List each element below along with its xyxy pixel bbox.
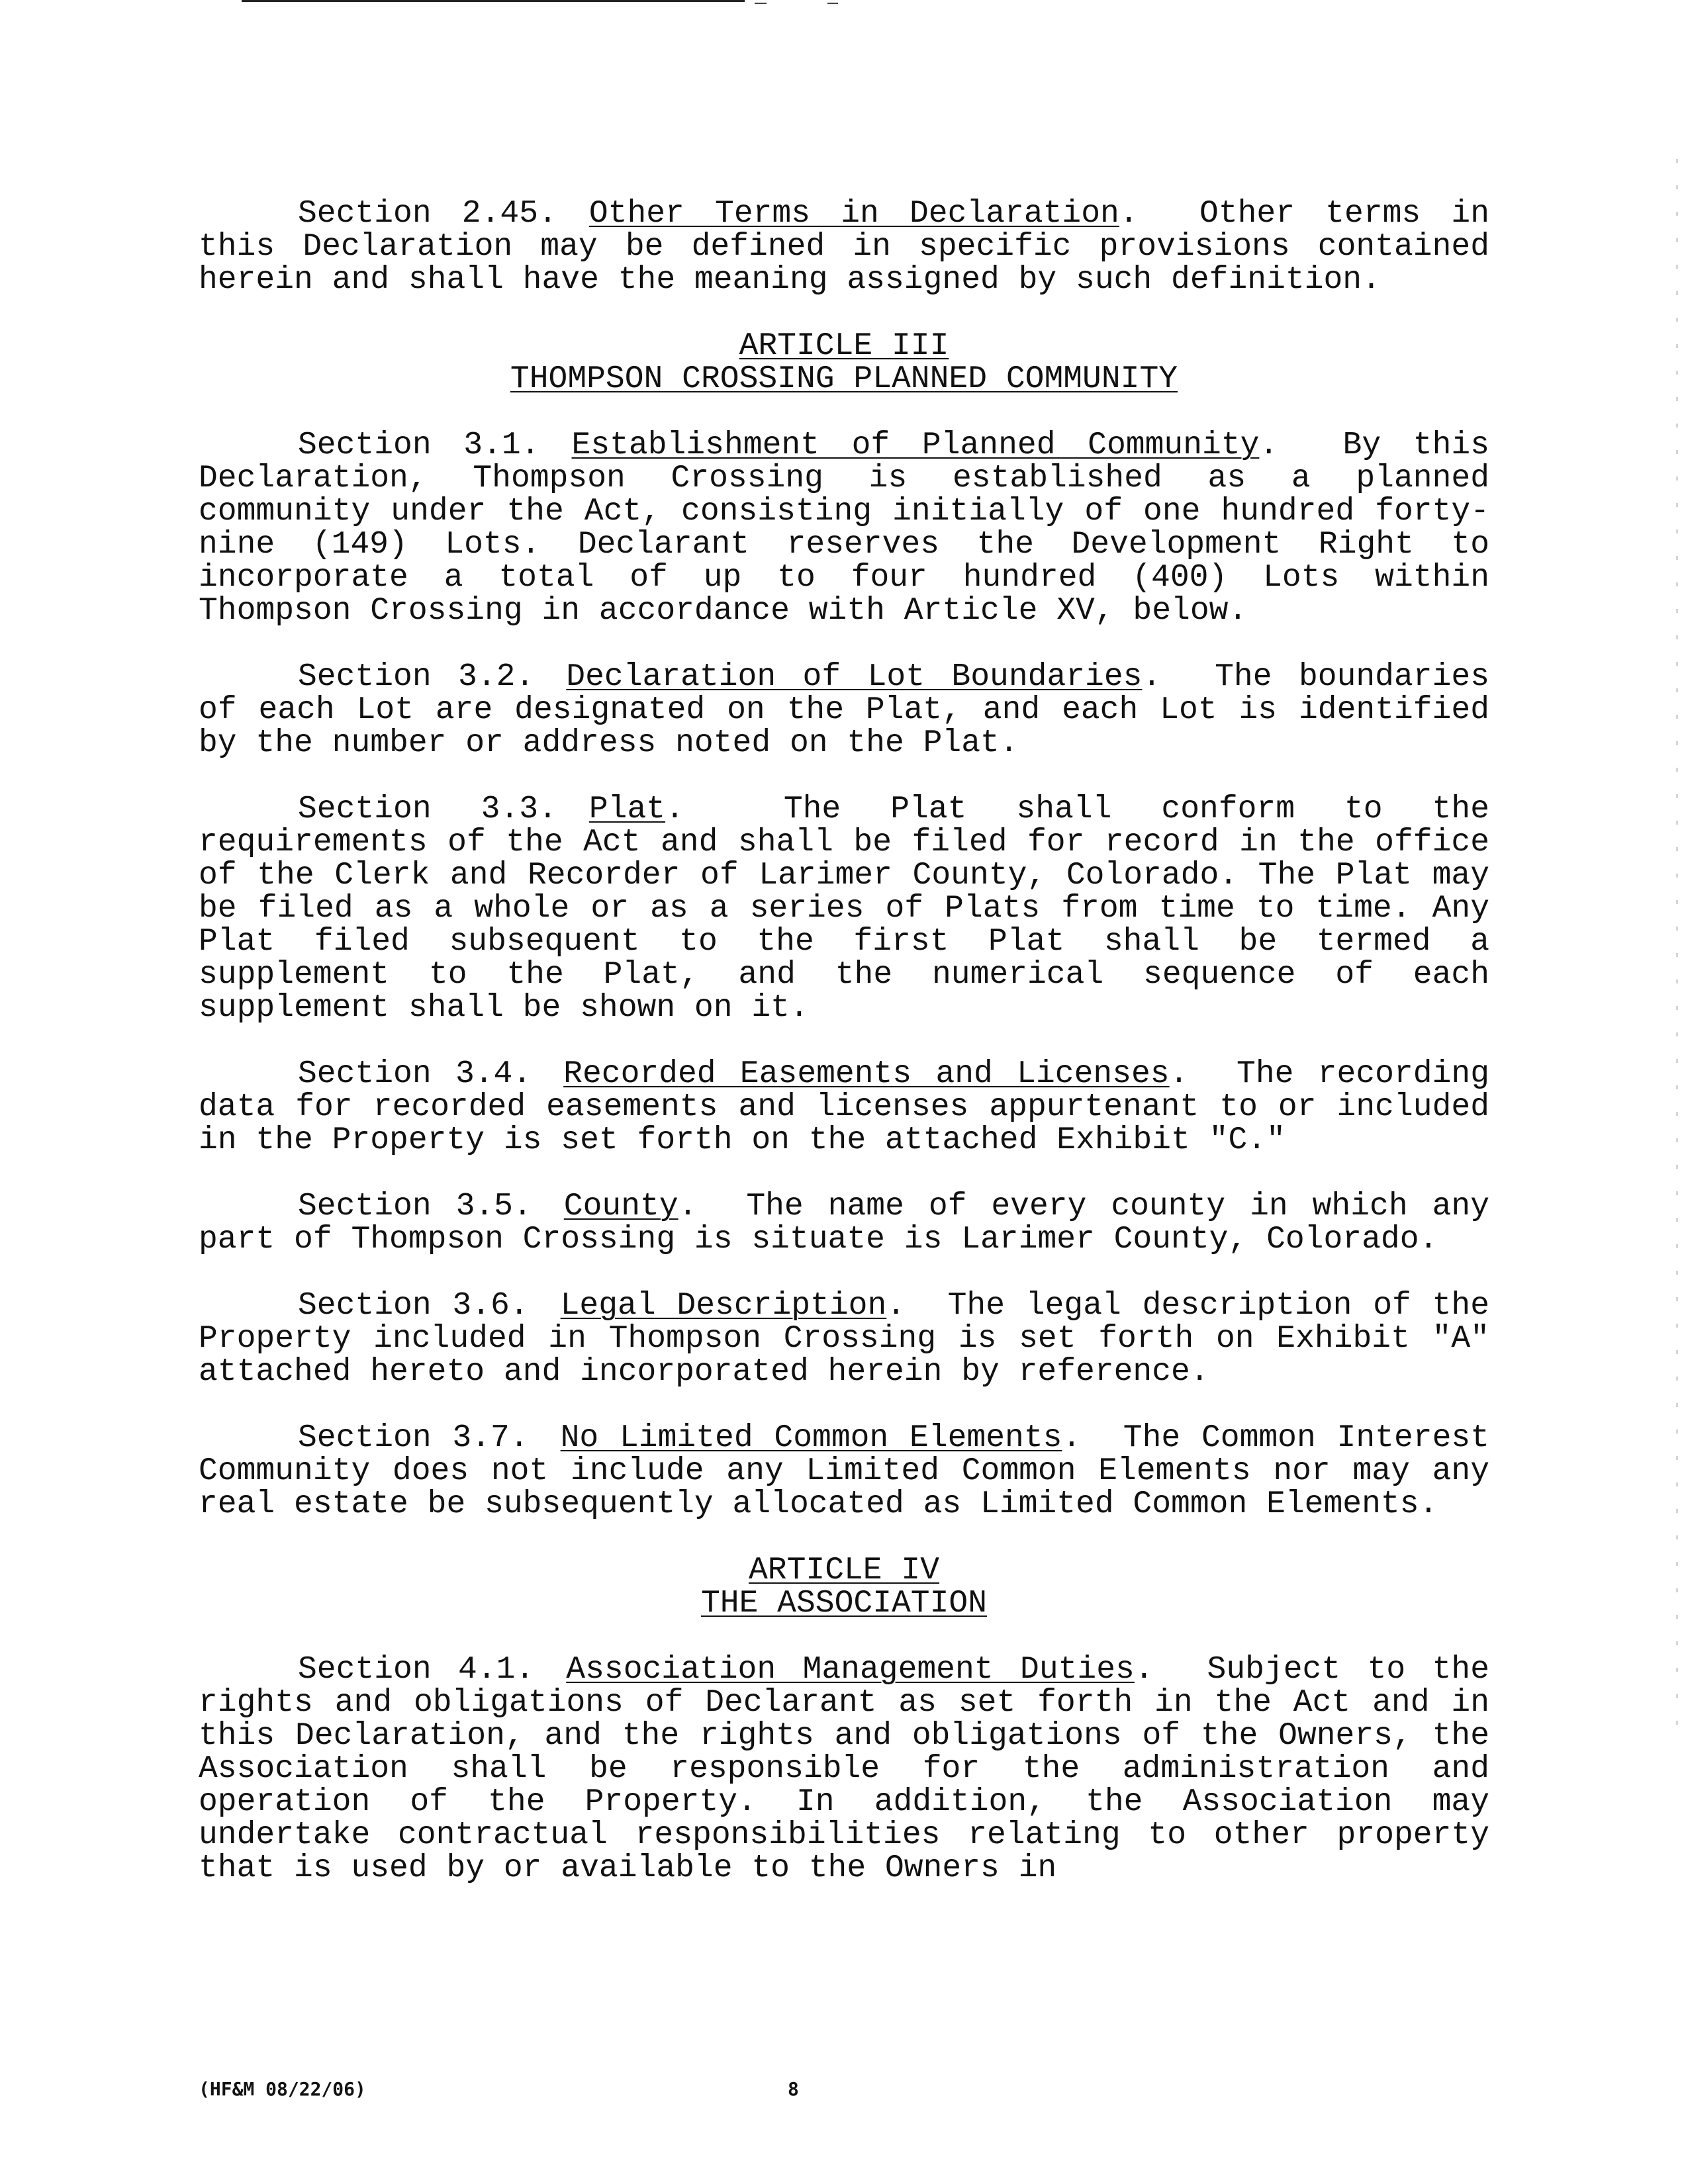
section-number: Section 3.6. — [298, 1288, 529, 1324]
section-heading: No Limited Common Elements — [560, 1420, 1062, 1456]
scan-margin-marks — [1676, 159, 1678, 1747]
section-number: Section 3.3. — [298, 792, 557, 827]
section-body: The Common Interest Community does not include any Limited Common Elements nor may any real estate be subsequently allocated as Limited Common Elements. — [199, 1420, 1489, 1522]
section-heading: Legal Description — [560, 1288, 887, 1324]
top-edge-dash — [827, 3, 838, 4]
section-heading: Establishment of Planned Community — [571, 428, 1260, 463]
section-body: The boundaries of each Lot are designated on the Plat, and each Lot is identified by the number or address noted on the Plat. — [199, 659, 1490, 761]
section-heading: Association Management Duties — [566, 1652, 1135, 1688]
section-number: Section 4.1. — [298, 1652, 535, 1688]
section-3-2: Section 3.2. Declaration of Lot Boundaries. The boundaries of each Lot are designated on the Plat, and each Lot is identified by the number or address noted on the Plat. — [199, 659, 1490, 761]
section-number: Section 3.1. — [298, 428, 540, 463]
section-heading: Declaration of Lot Boundaries — [566, 659, 1143, 695]
article-title: THOMPSON CROSSING PLANNED COMMUNITY — [510, 361, 1178, 397]
section-body: The recording data for recorded easements and licenses appurtenant to or included in the Property is set forth on the attached Exhibit "C." — [199, 1056, 1489, 1158]
section-heading: Recorded Easements and Licenses — [563, 1056, 1170, 1092]
section-4-1: Section 4.1. Association Management Duties. Subject to the rights and obligations of Declarant as set forth in the Act and in this Declaration, and the rights and obligations of the Owners, the Association shall be responsible for the administration and operation of the Property. In addition, the Association may undertake contractual responsibilities relating to other property that is used by or available to the Owners in — [199, 1652, 1490, 1886]
section-number: Section 2.45. — [298, 196, 557, 232]
section-body: The name of every county in which any part of Thompson Crossing is situate is Larimer County, Colorado. — [199, 1189, 1490, 1257]
section-body: The Plat shall conform to the requirements of the Act and shall be filed for record in the office of the Clerk and Recorder of Larimer County, Colorado. The Plat may be filed as a whole or as a series of Plats from time to time. Any Plat filed subsequent to the first Plat shall be termed a supplement to the Plat, and the numerical sequence of each supplement shall be shown on it. — [199, 792, 1489, 1026]
top-edge-rule — [242, 0, 745, 2]
article-title: THE ASSOCIATION — [700, 1586, 988, 1621]
section-number: Section 3.5. — [298, 1189, 532, 1224]
section-body: Other terms in this Declaration may be defined in specific provisions contained herein and shall have the meaning assigned by such definition. — [199, 196, 1490, 298]
footer-doc-code: (HF&M 08/22/06) — [199, 2078, 366, 2100]
article-3-heading — [199, 330, 1489, 396]
section-heading: Other Terms in Declaration — [588, 196, 1119, 232]
section-3-7: Section 3.7. No Limited Common Elements. The Common Interest Community does not include any Limited Common Elements nor may any real estate be subsequently allocated as Limited Common Elements. — [199, 1420, 1489, 1522]
section-2-45: Section 2.45. Other Terms in Declaration. Other terms in this Declaration may be defined in specific provisions contained herein and shall have the meaning assigned by such definition. — [199, 196, 1490, 298]
section-body: By this Declaration, Thompson Crossing is established as a planned community under the Act, consisting initially of one hundred forty-nine (149) Lots. Declarant reserves the Development Right to incorporate a total of up to four hundred (400) Lots within Thompson Crossing in accordance with Article XV, below. — [199, 428, 1490, 629]
section-number: Section 3.7. — [298, 1420, 529, 1456]
section-body: Subject to the rights and obligations of Declarant as set forth in the Act and in this Declaration, and the rights and obligations of the Owners, the Association shall be responsible for the administration and operation of the Property. In addition, the Association may undertake contractual responsibilities relating to other property that is used by or available to the Owners in — [199, 1652, 1490, 1886]
section-body: The legal description of the Property included in Thompson Crossing is set forth on Exhibit "A" attached hereto and incorporated herein by reference. — [199, 1288, 1490, 1390]
section-number: Section 3.2. — [298, 659, 535, 695]
article-label: ARTICLE III — [739, 328, 949, 364]
document-body — [199, 197, 1489, 1885]
top-edge-dash — [755, 3, 767, 4]
page-number: 8 — [788, 2078, 799, 2100]
section-heading: County — [563, 1189, 678, 1224]
section-3-4: Section 3.4. Recorded Easements and Licenses. The recording data for recorded easements and licenses appurtenant to or included in the Property is set forth on the attached Exhibit "C." — [199, 1056, 1489, 1158]
article-label: ARTICLE IV — [748, 1553, 940, 1588]
section-3-1: Section 3.1. Establishment of Planned Community. By this Declaration, Thompson Crossing is established as a planned community under the Act, consisting initially of one hundred forty-nine (149) Lots. Declarant reserves the Development Right to incorporate a total of up to four hundred (400) Lots within Thompson Crossing in accordance with Article XV, below. — [199, 428, 1490, 629]
section-number: Section 3.4. — [298, 1056, 532, 1092]
section-3-5: Section 3.5. County. The name of every county in which any part of Thompson Crossing is situate is Larimer County, Colorado. — [199, 1189, 1490, 1257]
section-heading: Plat — [588, 792, 666, 827]
article-4-heading — [199, 1554, 1489, 1620]
section-3-3: Section 3.3. Plat. The Plat shall conform to the requirements of the Act and shall be filed for record in the office of the Clerk and Recorder of Larimer County, Colorado. The Plat may be filed as a whole or as a series of Plats from time to time. Any Plat filed subsequent to the first Plat shall be termed a supplement to the Plat, and the numerical sequence of each supplement shall be shown on it. — [199, 792, 1489, 1026]
section-3-6: Section 3.6. Legal Description. The legal description of the Property included in Thompson Crossing is set forth on Exhibit "A" attached hereto and incorporated herein by reference. — [199, 1288, 1490, 1390]
